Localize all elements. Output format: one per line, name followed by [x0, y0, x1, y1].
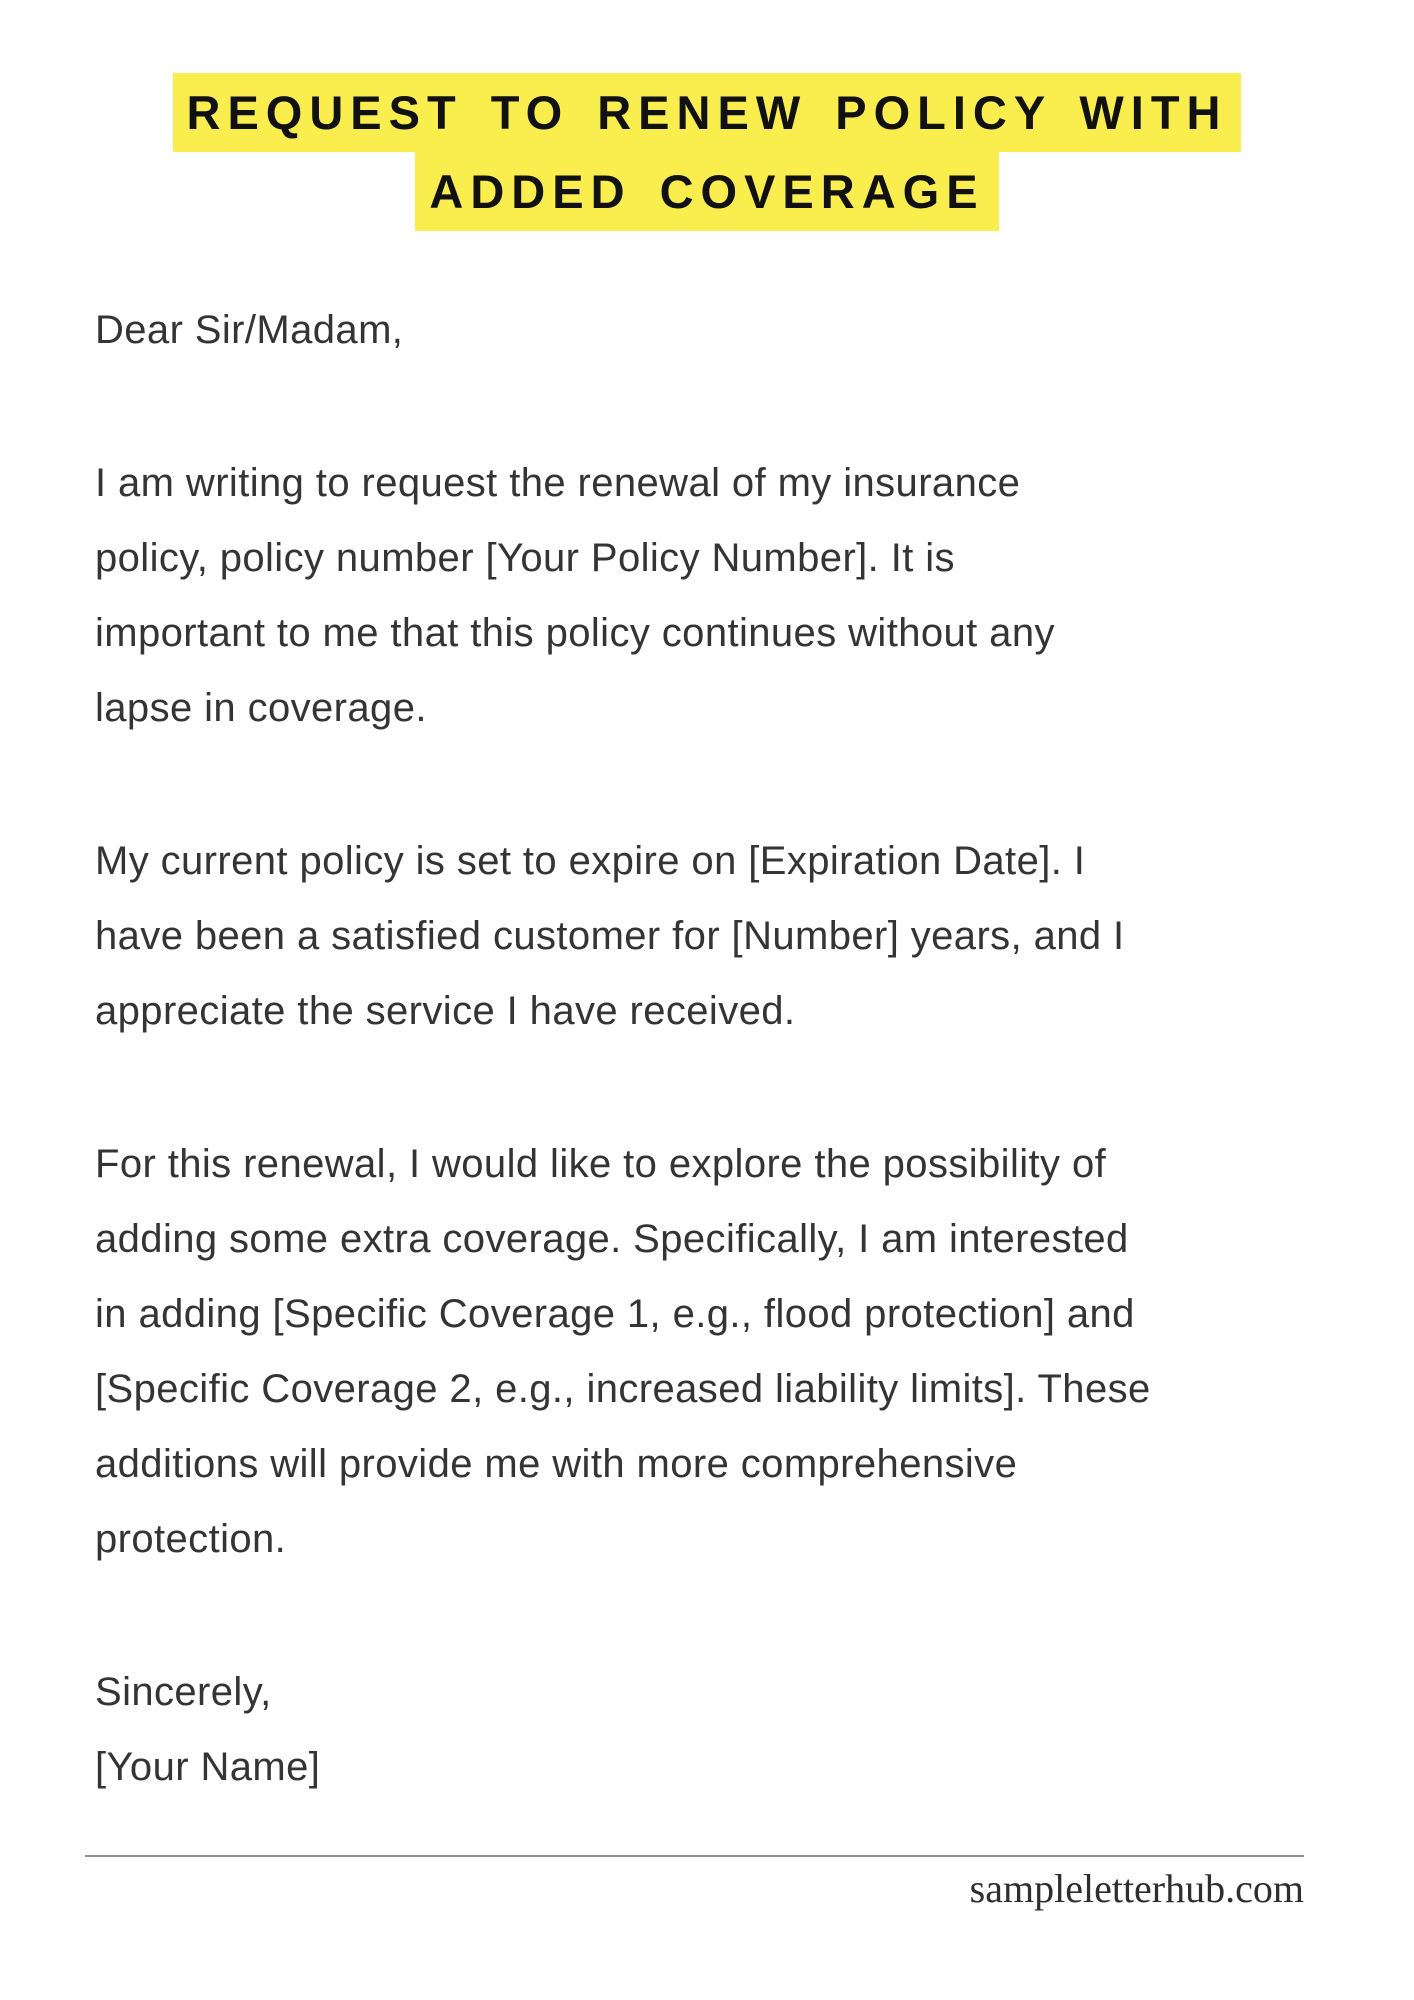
paragraph-2-line: appreciate the service I have received.: [95, 989, 796, 1033]
footer-divider: [85, 1855, 1304, 1857]
page-title-line-2: ADDED COVERAGE: [415, 152, 998, 231]
salutation: Dear Sir/Madam,: [95, 308, 404, 352]
paragraph-1: [95, 446, 1350, 746]
paragraph-3-line: protection.: [95, 1517, 287, 1561]
paragraph-3-line: For this renewal, I would like to explore the possibility of: [95, 1142, 1107, 1186]
paragraph-1-line: important to me that this policy continues without any: [95, 611, 1055, 655]
paragraph-2-line: My current policy is set to expire on [Expiration Date]. I: [95, 839, 1086, 883]
paragraph-3: [95, 1127, 1350, 1577]
paragraph-3-line: adding some extra coverage. Specifically, I am interested: [95, 1217, 1129, 1261]
footer: [85, 1865, 1304, 1913]
paragraph-2-line: have been a satisfied customer for [Number] years, and I: [95, 914, 1125, 958]
paragraph-3-line: [Specific Coverage 2, e.g., increased liability limits]. These: [95, 1367, 1151, 1411]
closing-name-placeholder: [Your Name]: [95, 1745, 321, 1789]
paragraph-2: [95, 824, 1350, 1049]
footer-site-name: sampleletterhub.com: [969, 1866, 1304, 1911]
letter-body: [95, 293, 1350, 1805]
paragraph-1-line: policy, policy number [Your Policy Number]. It is: [95, 536, 955, 580]
closing: [95, 1655, 1350, 1805]
closing-sincerely: Sincerely,: [95, 1670, 272, 1714]
page-title: [40, 73, 1374, 231]
paragraph-3-line: in adding [Specific Coverage 1, e.g., flood protection] and: [95, 1292, 1135, 1336]
page-title-line-1: REQUEST TO RENEW POLICY WITH: [173, 73, 1242, 152]
paragraph-1-line: I am writing to request the renewal of my insurance: [95, 461, 1021, 505]
paragraph-3-line: additions will provide me with more comprehensive: [95, 1442, 1018, 1486]
paragraph-1-line: lapse in coverage.: [95, 686, 427, 730]
